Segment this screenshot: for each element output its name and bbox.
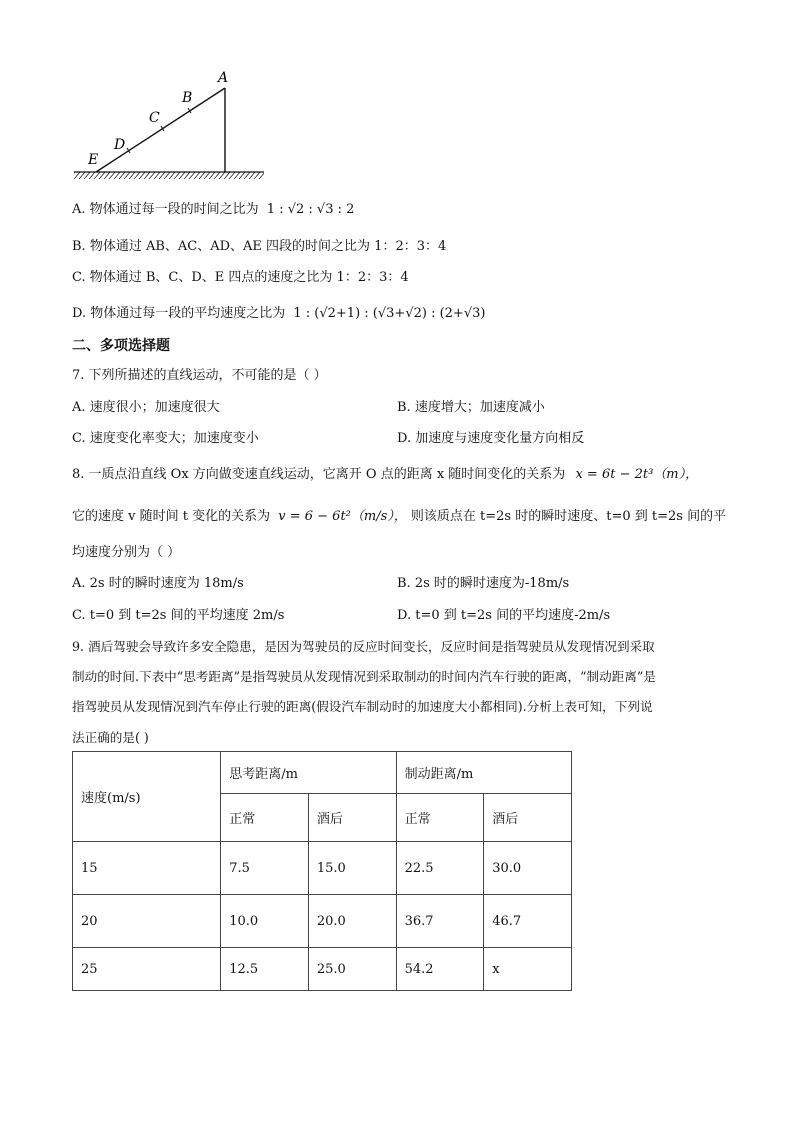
q9-line-3: 指驾驶员从发现情况到汽车停止行驶的距离(假设汽车制动时的加速度大小都相同).分析上表可知，下列说	[72, 699, 653, 714]
label-D: D	[114, 137, 126, 153]
q8-line-3: 均速度分别为（ ）	[72, 545, 181, 560]
table-cell: 15	[73, 842, 221, 895]
table-cell: 20.0	[308, 895, 396, 948]
header-think-distance: 思考距离/m	[221, 752, 396, 794]
header-think-drunk: 酒后	[308, 794, 396, 842]
q8-option-b[interactable]: B. 2s 时的瞬时速度为-18m/s	[397, 576, 570, 591]
table-row	[73, 842, 572, 895]
table-row	[73, 948, 572, 991]
q7-option-b[interactable]: B. 速度增大；加速度减小	[397, 400, 545, 415]
q6-option-d-math: 1 : (√2+1) : (√3+√2) : (2+√3)	[293, 306, 486, 321]
q8-option-c[interactable]: C. t=0 到 t=2s 间的平均速度 2m/s	[72, 608, 285, 623]
q7-option-c[interactable]: C. 速度变化率变大；加速度变小	[72, 431, 259, 446]
table-cell: 15.0	[308, 842, 396, 895]
table-cell: 30.0	[484, 842, 572, 895]
table-cell: 25.0	[308, 948, 396, 991]
q8-position-equation: x = 6t − 2t³（m），	[575, 467, 699, 482]
incline-figure	[70, 64, 270, 184]
q8-line-2	[72, 505, 726, 524]
q8-line-1	[72, 463, 698, 482]
table-cell: 22.5	[396, 842, 484, 895]
q6-option-c[interactable]: C. 物体通过 B、C、D、E 四点的速度之比为 1：2：3：4	[72, 270, 409, 285]
q7-option-d[interactable]: D. 加速度与速度变化量方向相反	[397, 431, 585, 446]
q6-option-a-math: 1 : √2 : √3 : 2	[266, 202, 355, 217]
header-brake-normal: 正常	[396, 794, 484, 842]
q8-line-2-text-b: 则该质点在 t=2s 时的瞬时速度、t=0 到 t=2s 间的平	[410, 509, 727, 524]
q6-option-a[interactable]	[72, 198, 354, 217]
header-speed: 速度(m/s)	[73, 752, 221, 842]
table-cell: 54.2	[396, 948, 484, 991]
header-think-normal: 正常	[221, 794, 309, 842]
q6-option-d[interactable]	[72, 302, 485, 321]
q7-stem: 7. 下列所描述的直线运动，不可能的是（ ）	[72, 368, 327, 383]
incline-slope	[96, 88, 225, 172]
q8-velocity-equation: v = 6 − 6t²（m/s），	[278, 509, 407, 524]
table-row	[73, 895, 572, 948]
label-C: C	[149, 110, 160, 126]
q6-option-a-text: A. 物体通过每一段的时间之比为	[72, 202, 259, 217]
q9-line-2: 制动的时间.下表中“思考距离”是指驾驶员从发现情况到采取制动的时间内汽车行驶的距离，“制动距离”是	[72, 669, 656, 684]
q9-line-4: 法正确的是( )	[72, 730, 149, 745]
table-cell: 7.5	[221, 842, 309, 895]
q9-line-1: 9. 酒后驾驶会导致许多安全隐患，是因为驾驶员的反应时间变长，反应时间是指驾驶员从发现情况到采取	[72, 639, 655, 654]
q8-option-a[interactable]: A. 2s 时的瞬时速度为 18m/s	[72, 576, 244, 591]
label-E: E	[88, 152, 99, 168]
table-cell: 10.0	[221, 895, 309, 948]
table-cell: 20	[73, 895, 221, 948]
q8-option-d[interactable]: D. t=0 到 t=2s 间的平均速度-2m/s	[397, 608, 611, 623]
q6-option-d-text: D. 物体通过每一段的平均速度之比为	[72, 306, 286, 321]
table-cell: 12.5	[221, 948, 309, 991]
q8-line-1-text: 8. 一质点沿直线 Ox 方向做变速直线运动，它离开 O 点的距离 x 随时间变化的关系为	[72, 467, 566, 482]
table-cell: 25	[73, 948, 221, 991]
q7-option-a[interactable]: A. 速度很小；加速度很大	[72, 400, 220, 415]
q6-option-b[interactable]: B. 物体通过 AB、AC、AD、AE 四段的时间之比为 1：2：3：4	[72, 239, 447, 254]
table-cell: x	[484, 948, 572, 991]
braking-distance-table	[72, 751, 572, 991]
section-title: 二、多项选择题	[72, 338, 170, 354]
table-cell: 46.7	[484, 895, 572, 948]
label-A: A	[218, 70, 229, 86]
label-B: B	[182, 90, 193, 106]
header-brake-distance: 制动距离/m	[396, 752, 571, 794]
header-brake-drunk: 酒后	[484, 794, 572, 842]
ground-hatch	[74, 172, 264, 179]
table-cell: 36.7	[396, 895, 484, 948]
q8-line-2-text-a: 它的速度 v 随时间 t 变化的关系为	[72, 509, 271, 524]
